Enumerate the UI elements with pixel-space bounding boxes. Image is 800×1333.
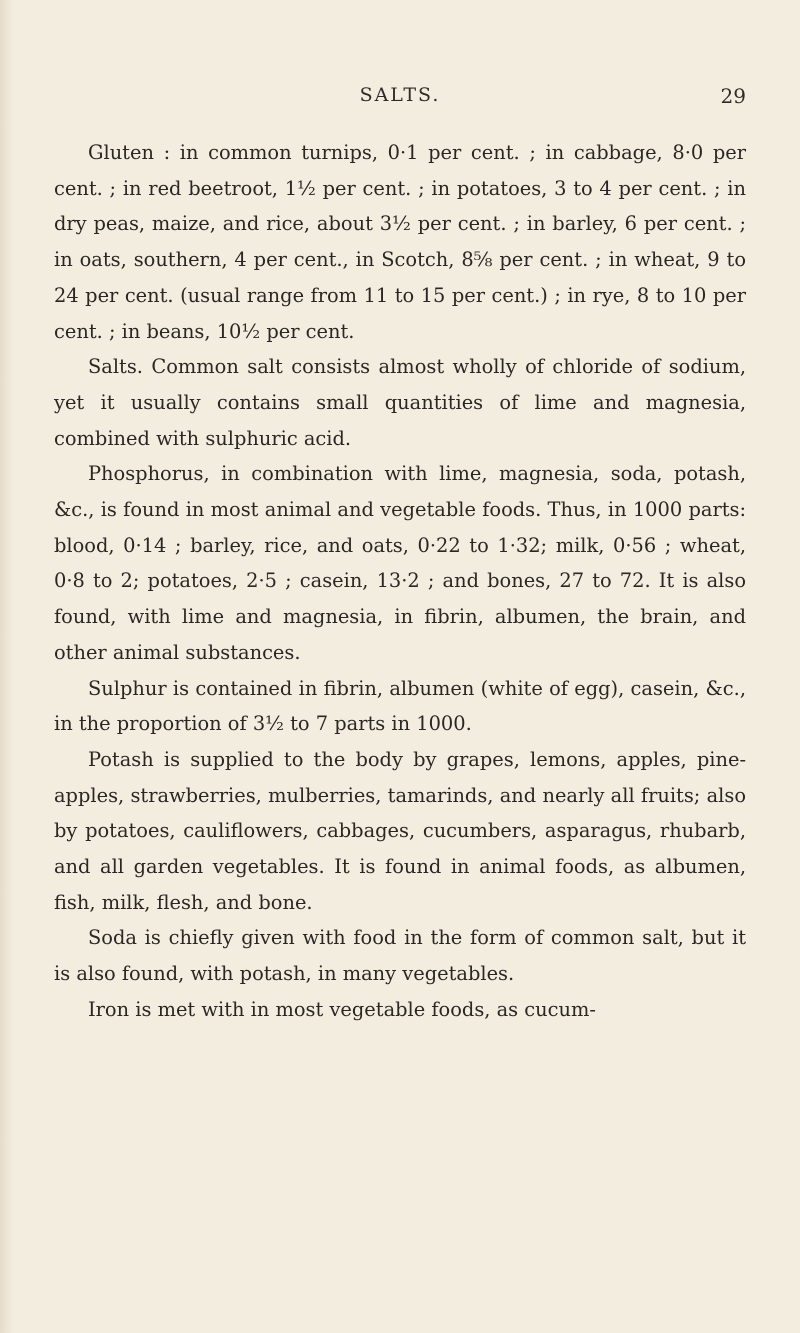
- paragraph-soda: Soda is chiefly given with food in the form of common salt, but it is also found, with potash, in many vegetables.: [54, 926, 746, 986]
- paragraph-salts: Salts. Common salt consists almost wholly of chloride of sodium, yet it usually contains small quantities of lime and magnesia, combined with sulphuric acid.: [54, 355, 746, 450]
- paragraph-phosphorus: Phosphorus, in combination with lime, magnesia, soda, potash, &c., is found in most animal and vegetable foods. Thus, in 1000 parts: blood, 0·14 ; barley, rice, and oats, 0·22 to 1·32; milk, 0·56 ; wheat, 0·8 to 2; potatoes, 2·5 ; casein, 13·2 ; and bones, 27 to 72. It is also found, with lime and magnesia, in fibrin, albumen, the brain, and other animal substances.: [54, 462, 746, 664]
- running-title: SALTS.: [359, 84, 441, 106]
- page-edge-shadow: [0, 0, 14, 1333]
- body-text: [54, 135, 746, 1028]
- paragraph-gluten: Gluten : in common turnips, 0·1 per cent. ; in cabbage, 8·0 per cent. ; in red beetroot, 1½ per cent. ; in potatoes, 3 to 4 per cent. ; in dry peas, maize, and rice, about 3½ per cent. ; in barley, 6 per cent. ; in oats, southern, 4 per cent., in Scotch, 8⅝ per cent. ; in wheat, 9 to 24 per cent. (usual range from 11 to 15 per cent.) ; in rye, 8 to 10 per cent. ; in beans, 10½ per cent.: [54, 141, 746, 343]
- paragraph-sulphur: Sulphur is contained in fibrin, albumen (white of egg), casein, &c., in the proportion of 3½ to 7 parts in 1000.: [54, 676, 746, 736]
- page-number: 29: [720, 84, 746, 108]
- paragraph-iron: Iron is met with in most vegetable foods, as cucum-: [88, 997, 596, 1021]
- paragraph-potash: Potash is supplied to the body by grapes, lemons, apples, pine-apples, strawberries, mulberries, tamarinds, and nearly all fruits; also by potatoes, cauliflowers, cabbages, cucumbers, asparagus, rhubarb, and all garden vegetables. It is found in animal foods, as albumen, fish, milk, flesh, and bone.: [54, 747, 746, 914]
- running-head: [0, 84, 800, 114]
